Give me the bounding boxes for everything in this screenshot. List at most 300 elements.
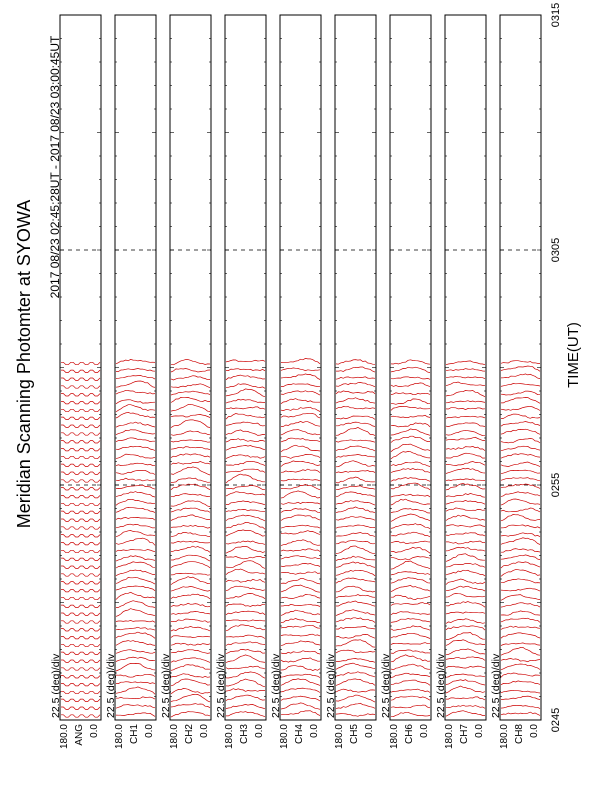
trace-line <box>501 538 540 545</box>
trace-line <box>391 643 430 645</box>
trace-line <box>61 691 100 693</box>
trace-line <box>116 400 155 404</box>
trace-line <box>281 445 320 452</box>
trace-line <box>336 455 375 458</box>
trace-line <box>116 412 155 418</box>
trace-line <box>226 430 265 436</box>
trace-line <box>171 431 210 435</box>
trace-line <box>171 562 210 568</box>
panel-traces <box>446 361 485 716</box>
trace-line <box>501 555 540 560</box>
trace-line <box>446 593 485 597</box>
trace-line <box>116 517 155 520</box>
trace-line <box>501 611 540 615</box>
trace-line <box>281 556 320 559</box>
trace-line <box>446 633 485 640</box>
trace-line <box>226 672 265 678</box>
trace-line <box>336 377 375 379</box>
trace-line <box>446 554 485 562</box>
trace-line <box>281 454 320 458</box>
trace-line <box>446 493 485 497</box>
panel-traces <box>281 358 320 715</box>
trace-line <box>336 570 375 576</box>
trace-line <box>116 570 155 576</box>
trace-line <box>281 384 320 387</box>
trace-line <box>61 519 100 521</box>
trace-line <box>336 546 375 553</box>
panel-y-bottom-label: 0.0 <box>89 724 100 738</box>
trace-line <box>446 525 485 527</box>
trace-line <box>501 705 540 708</box>
trace-line <box>281 374 320 380</box>
trace-line <box>446 541 485 544</box>
panel-y-bottom-label: 0.0 <box>254 724 265 738</box>
trace-line <box>446 479 485 481</box>
trace-line <box>61 449 100 451</box>
trace-line <box>171 397 210 402</box>
trace-line <box>391 383 430 387</box>
trace-line <box>281 502 320 504</box>
trace-line <box>281 368 320 371</box>
trace-line <box>501 570 540 577</box>
panel-channel-label: CH3 <box>239 724 250 745</box>
trace-line <box>61 386 100 388</box>
trace-line <box>226 604 265 607</box>
trace-line <box>116 438 155 442</box>
panel-y-top-label: 180.0 <box>169 724 180 750</box>
trace-line <box>391 514 430 521</box>
trace-line <box>116 550 155 552</box>
trace-line <box>61 362 100 364</box>
panel-y-bottom-label: 0.0 <box>364 724 375 738</box>
trace-line <box>336 427 375 435</box>
trace-line <box>116 485 155 489</box>
trace-line <box>391 360 430 364</box>
trace-line <box>446 570 485 576</box>
trace-line <box>171 619 210 622</box>
trace-line <box>446 430 485 435</box>
panel-traces <box>336 360 375 717</box>
trace-line <box>116 592 155 599</box>
panel-traces <box>391 360 430 717</box>
trace-line <box>226 407 265 409</box>
trace-line <box>61 527 100 529</box>
trace-line <box>391 532 430 537</box>
panel-scale-label: 22.5 (deg)/div <box>325 653 337 718</box>
trace-line <box>61 613 100 615</box>
panel-scale-label: 22.5 (deg)/div <box>490 653 502 718</box>
trace-line <box>501 643 540 646</box>
trace-line <box>281 461 320 467</box>
trace-line <box>336 595 375 599</box>
trace-line <box>171 603 210 607</box>
trace-line <box>171 508 210 512</box>
trace-line <box>391 462 430 467</box>
trace-line <box>446 500 485 504</box>
trace-line <box>61 543 100 545</box>
trace-line <box>281 525 320 528</box>
trace-line <box>446 408 485 410</box>
trace-line <box>281 604 320 606</box>
trace-line <box>391 499 430 505</box>
trace-line <box>446 626 485 630</box>
trace-line <box>116 562 155 568</box>
trace-line <box>336 471 375 473</box>
trace-line <box>116 713 155 717</box>
trace-line <box>446 484 485 490</box>
trace-line <box>171 384 210 388</box>
trace-line <box>116 674 155 677</box>
trace-line <box>61 425 100 427</box>
trace-line <box>116 650 155 654</box>
trace-line <box>61 684 100 686</box>
trace-line <box>336 659 375 663</box>
trace-line <box>171 415 210 418</box>
trace-line <box>226 561 265 569</box>
trace-line <box>61 503 100 505</box>
trace-line <box>226 712 265 717</box>
trace-line <box>446 446 485 450</box>
trace-line <box>281 585 320 592</box>
trace-line <box>391 377 430 380</box>
trace-line <box>171 586 210 591</box>
trace-line <box>116 381 155 387</box>
trace-line <box>116 369 155 372</box>
trace-line <box>281 595 320 599</box>
trace-line <box>336 446 375 451</box>
trace-line <box>501 361 540 364</box>
trace-line <box>391 367 430 372</box>
trace-line <box>116 586 155 591</box>
panel-ch6 <box>380 15 431 749</box>
panel-traces <box>171 360 210 717</box>
trace-line <box>501 478 540 481</box>
trace-line <box>116 492 155 497</box>
trace-line <box>281 679 320 686</box>
trace-line <box>336 672 375 677</box>
trace-line <box>61 582 100 584</box>
trace-line <box>226 586 265 591</box>
trace-line <box>171 636 210 638</box>
trace-line <box>61 668 100 670</box>
trace-line <box>446 674 485 677</box>
trace-line <box>391 572 430 575</box>
trace-line <box>116 641 155 646</box>
trace-line <box>281 438 320 442</box>
trace-line <box>336 391 375 394</box>
trace-line <box>336 618 375 623</box>
trace-line <box>226 556 265 559</box>
trace-line <box>116 463 155 466</box>
panel-frame <box>445 15 486 720</box>
trace-line <box>336 461 375 467</box>
trace-line <box>226 541 265 544</box>
trace-line <box>336 578 375 583</box>
trace-line <box>61 590 100 592</box>
panel-tick-marks <box>60 15 101 720</box>
panel-scale-label: 22.5 (deg)/div <box>215 653 227 718</box>
trace-line <box>281 399 320 404</box>
trace-line <box>171 712 210 718</box>
trace-line <box>501 633 540 638</box>
trace-line <box>116 507 155 512</box>
trace-line <box>226 642 265 646</box>
trace-line <box>116 446 155 450</box>
trace-line <box>226 501 265 505</box>
x-tick-label: 0245 <box>550 707 562 733</box>
trace-line <box>226 546 265 553</box>
trace-line <box>446 369 485 372</box>
trace-line <box>446 619 485 624</box>
trace-line <box>61 597 100 599</box>
trace-line <box>391 705 430 708</box>
trace-line <box>116 609 155 617</box>
trace-line <box>446 390 485 396</box>
trace-line <box>501 588 540 591</box>
trace-line <box>281 421 320 426</box>
trace-line <box>226 445 265 450</box>
panel-tick-marks <box>445 15 486 720</box>
trace-line <box>391 393 430 395</box>
trace-line <box>226 649 265 653</box>
trace-line <box>226 369 265 371</box>
trace-line <box>446 462 485 466</box>
panel-ch3 <box>215 15 266 749</box>
trace-line <box>226 414 265 420</box>
trace-line <box>226 389 265 397</box>
trace-line <box>391 595 430 599</box>
trace-line <box>391 612 430 615</box>
trace-line <box>446 602 485 608</box>
trace-line <box>391 603 430 606</box>
panel-scale-label: 22.5 (deg)/div <box>270 653 282 718</box>
trace-line <box>61 409 100 411</box>
trace-line <box>281 641 320 646</box>
trace-line <box>281 674 320 677</box>
trace-line <box>446 563 485 567</box>
trace-line <box>336 586 375 592</box>
panel-y-top-label: 180.0 <box>114 724 125 750</box>
trace-line <box>336 627 375 630</box>
trace-line <box>336 689 375 692</box>
trace-line <box>501 406 540 410</box>
trace-line <box>336 679 375 686</box>
trace-line <box>171 360 210 365</box>
trace-line <box>226 360 265 362</box>
trace-line <box>336 492 375 497</box>
trace-line <box>281 711 320 716</box>
trace-line <box>446 515 485 520</box>
trace-line <box>281 703 320 709</box>
trace-line <box>336 634 375 638</box>
trace-line <box>336 422 375 426</box>
panel-ch5 <box>325 15 376 749</box>
trace-line <box>336 360 375 365</box>
trace-line <box>391 650 430 654</box>
trace-line <box>501 514 540 520</box>
trace-line <box>281 563 320 566</box>
trace-line <box>446 453 485 458</box>
panel-channel-label: CH7 <box>459 724 470 745</box>
trace-line <box>226 399 265 403</box>
trace-line <box>171 679 210 686</box>
trace-line <box>501 429 540 434</box>
trace-line <box>171 454 210 458</box>
panel-y-top-label: 180.0 <box>389 724 400 750</box>
trace-line <box>446 382 485 386</box>
trace-line <box>61 637 100 639</box>
trace-line <box>226 689 265 692</box>
trace-line <box>61 707 100 709</box>
trace-line <box>501 422 540 427</box>
trace-line <box>171 643 210 645</box>
trace-line <box>171 404 210 411</box>
trace-line <box>226 510 265 512</box>
trace-line <box>61 511 100 513</box>
panel-channel-label: CH5 <box>349 724 360 745</box>
trace-line <box>336 383 375 387</box>
trace-line <box>61 417 100 419</box>
panel-ch8 <box>490 15 541 749</box>
trace-line <box>391 696 430 700</box>
trace-line <box>171 546 210 552</box>
trace-line <box>281 479 320 481</box>
panel-y-top-label: 180.0 <box>499 724 510 750</box>
trace-line <box>501 549 540 553</box>
trace-line <box>336 517 375 521</box>
trace-line <box>336 407 375 409</box>
trace-line <box>171 525 210 528</box>
trace-line <box>501 626 540 629</box>
trace-line <box>446 705 485 708</box>
panel-tick-marks <box>225 15 266 720</box>
trace-line <box>116 422 155 427</box>
trace-line <box>171 594 210 599</box>
trace-line <box>501 397 540 403</box>
trace-line <box>281 619 320 623</box>
trace-line <box>501 374 540 379</box>
panel-frame <box>60 15 101 720</box>
trace-line <box>116 478 155 481</box>
panel-scale-label: 22.5 (deg)/div <box>105 653 117 718</box>
trace-line <box>501 454 540 459</box>
trace-line <box>61 433 100 435</box>
trace-line <box>391 478 430 482</box>
trace-line <box>61 472 100 474</box>
trace-line <box>501 499 540 505</box>
trace-line <box>501 603 540 607</box>
trace-line <box>501 384 540 387</box>
panel-channel-label: CH6 <box>404 724 415 745</box>
trace-line <box>281 578 320 584</box>
panel-ch1 <box>105 15 156 749</box>
trace-line <box>501 579 540 583</box>
trace-line <box>171 650 210 654</box>
trace-line <box>336 610 375 616</box>
chart-title: Meridian Scanning Photomter at SYOWA <box>14 199 34 529</box>
trace-line <box>226 461 265 465</box>
trace-line <box>336 714 375 717</box>
trace-line <box>171 704 210 708</box>
trace-line <box>171 462 210 465</box>
x-tick-label: 0315 <box>550 2 562 28</box>
trace-line <box>446 533 485 536</box>
panel-tick-marks <box>280 15 321 720</box>
trace-line <box>61 676 100 678</box>
trace-line <box>116 405 155 412</box>
trace-line <box>336 507 375 513</box>
trace-line <box>501 673 540 677</box>
trace-line <box>116 697 155 699</box>
trace-line <box>336 477 375 483</box>
trace-line <box>61 621 100 623</box>
trace-line <box>171 577 210 585</box>
panel-y-bottom-label: 0.0 <box>144 724 155 738</box>
trace-line <box>391 680 430 685</box>
trace-line <box>336 367 375 372</box>
trace-line <box>391 578 430 584</box>
trace-line <box>61 394 100 396</box>
trace-line <box>61 566 100 568</box>
trace-line <box>226 666 265 669</box>
panel-scale-label: 22.5 (deg)/div <box>380 653 392 718</box>
panel-y-bottom-label: 0.0 <box>199 724 210 738</box>
trace-line <box>116 538 155 545</box>
panel-tick-marks <box>500 15 541 720</box>
trace-line <box>336 501 375 506</box>
trace-line <box>226 469 265 472</box>
trace-line <box>61 660 100 662</box>
time-tick-labels <box>550 3 562 732</box>
trace-line <box>116 359 155 363</box>
trace-line <box>226 474 265 483</box>
trace-line <box>281 666 320 671</box>
trace-line <box>336 398 375 403</box>
trace-line <box>501 391 540 395</box>
trace-line <box>61 535 100 537</box>
panel-traces <box>501 361 540 716</box>
trace-line <box>391 399 430 404</box>
x-tick-label: 0255 <box>550 472 562 498</box>
trace-line <box>171 626 210 631</box>
trace-line <box>226 569 265 575</box>
trace-line <box>226 695 265 701</box>
trace-line <box>281 413 320 418</box>
trace-line <box>391 689 430 692</box>
trace-line <box>61 496 100 498</box>
trace-line <box>171 611 210 614</box>
trace-line <box>61 558 100 560</box>
trace-line <box>116 454 155 459</box>
panel-channel-label: CH4 <box>294 724 305 745</box>
trace-line <box>446 586 485 591</box>
trace-line <box>116 524 155 528</box>
trace-line <box>61 715 100 717</box>
trace-line <box>61 699 100 701</box>
trace-line <box>501 681 540 685</box>
panel-scale-label: 22.5 (deg)/div <box>435 653 447 718</box>
trace-line <box>171 555 210 561</box>
trace-line <box>391 436 430 442</box>
trace-line <box>116 687 155 694</box>
trace-line <box>171 695 210 702</box>
trace-line <box>446 612 485 614</box>
trace-line <box>391 585 430 591</box>
trace-line <box>281 696 320 701</box>
trace-line <box>281 391 320 395</box>
trace-line <box>281 531 320 535</box>
trace-line <box>61 652 100 654</box>
